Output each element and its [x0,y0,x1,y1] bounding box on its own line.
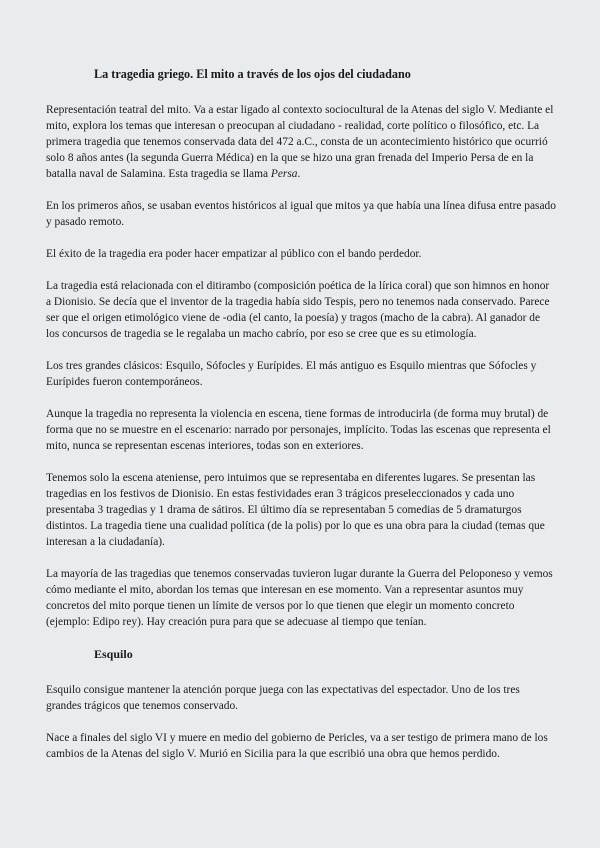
paragraph-intro-text: Representación teatral del mito. Va a estar ligado al contexto sociocultural de la Atenas del siglo V. Mediante el mito, explora los temas que interesan o preocupan al ciudadano - realidad, corte político o filosófico, etc. La primera tragedia que tenemos conservada data del 472 a.C., consta de un acontecimiento histórico que ocurrió solo 8 años antes (la segunda Guerra Médica) en la que se hizo una gran frenada del Imperio Persa de en la batalla naval de Salamina. Esta tragedia se llama [46,104,554,180]
paragraph-esquilo-life: Nace a finales del siglo VI y muere en medio del gobierno de Pericles, va a ser testigo de primera mano de los cambios de la Atenas del siglo V. Murió en Sicilia para la que escribió una obra que hemos perdido. [46,732,548,760]
paragraph-ditirambo: La tragedia está relacionada con el ditirambo (composición poética de la lírica coral) que son himnos en honor a Dionisio. Se decía que el inventor de la tragedia había sido Tespis, pero no tenemos nada conservado. Parece ser que el origen etimológico viene de -odia (el canto, la poesía) y tragos (macho de la cabra). Al ganador de los concursos de tragedia se le regalaba un macho cabrío, por eso se cree que es su etimología. [46,280,550,340]
tragedy-title-persa: Persa [270,168,298,180]
paragraph-peloponnese: La mayoría de las tragedias que tenemos conservadas tuvieron lugar durante la Guerra del Peloponeso y vemos cómo mediante el mito, abordan los temas que interesan en ese momento. Van a representar asuntos muy concretos del mito porque tienen un límite de versos por lo que tienen que elegir un momento concreto (ejemplo: Edipo rey). Hay creación pura para que se adecuase al tiempo que tenían. [46,568,553,628]
document-title: La tragedia griego. El mito a través de los ojos del ciudadano [94,67,411,81]
section-heading-esquilo: Esquilo [94,647,133,661]
paragraph-festivals: Tenemos solo la escena ateniense, pero intuimos que se representaba en diferentes lugares. Se presentan las tragedias en los festivos de Dionisio. En estas festividades eran 3 trágicos preseleccionados y cada uno presentaba 3 tragedias y 1 drama de sátiros. El último día se representaban 5 comedias de 5 dramaturgos distintos. La tragedia tiene una cualidad política (de la polis) por lo que es una obra para la ciudad (temas que interesan a la ciudadanía). [46,472,545,548]
paragraph-intro-end: . [297,168,301,180]
paragraph-classics: Los tres grandes clásicos: Esquilo, Sófocles y Eurípides. El más antiguo es Esquilo mientras que Sófocles y Eurípides fueron contemporáneos. [46,360,537,388]
paragraph-esquilo-attention: Esquilo consigue mantener la atención porque juega con las expectativas del espectador. Uno de los tres grandes trágicos que tenemos conservado. [46,684,520,712]
paragraph-intro [46,102,556,182]
paragraph-success: El éxito de la tragedia era poder hacer empatizar al público con el bando perdedor. [46,248,422,260]
paragraph-violence: Aunque la tragedia no representa la violencia en escena, tiene formas de introducirla (de forma muy brutal) de forma que no se muestre en el escenario: narrado por personajes, implícito. Todas las escenas que representa el mito, nunca se representan escenas interiores, todas son en exteriores. [46,408,551,452]
paragraph-early-years: En los primeros años, se usaban eventos históricos al igual que mitos ya que había una línea difusa entre pasado y pasado remoto. [46,200,556,228]
